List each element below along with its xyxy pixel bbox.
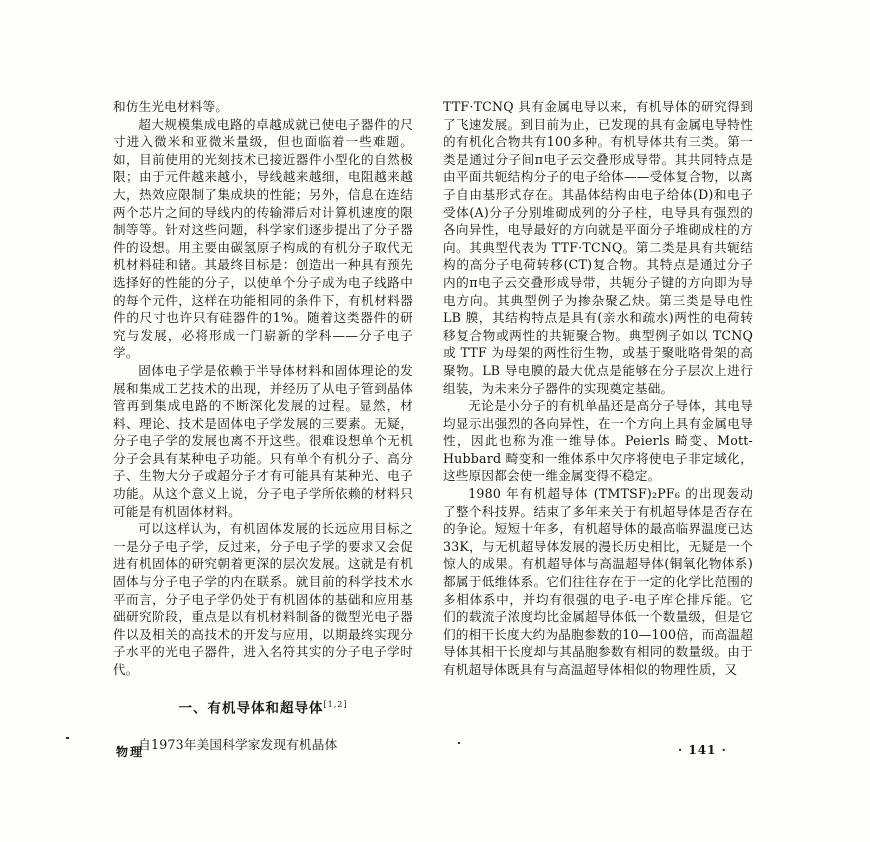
left-paragraph-2: 超大规模集成电路的卓越成就已使电子器件的尺寸进入微米和亚微米量级，但也面临着一些难题。如，目前使用的光刻技术已接近器件小型化的自然极限；由于元件越来越小，导线越来越细，电阻越来越大，热效应限制了集成块的性能；另外，信息在连结两个芯片之间的导线内的传输滞后对计算机速度的限制等等。针对这些问题，科学家们逐步提出了分子器件的设想。用主要由碳氢原子构成的有机分子取代无机材料硅和锗。其最终目标是：创造出一种具有预先选择好的性能的分子，以使单个分子成为电子线路中的每个元件，这样在功能相同的条件下，有机材料器件的尺寸也许只有硅器件的1%。随着这类器件的研究与发展，必将形成一门崭新的学科——分子电子学。 [113,116,413,361]
section-heading-reference: [1,2] [323,699,348,709]
scan-speck [66,737,69,739]
right-paragraph-1: TTF·TCNQ 具有金属电导以来，有机导体的研究得到了飞速发展。到目前为止，已发现的具有金属电导特性的有机化合物共有100多种。有机导体共有三类。第一类是通过分子间π电子云交叠形成导带。其共同特点是由平面共轭结构分子的电子给体——受体复合物，以离子自由基形式存在。其晶体结构由电子给体(D)和电子受体(A)分子分别堆砌成列的分子柱，电导具有强烈的各向异性，电导最好的方向就是平面分子堆砌成柱的方向。其典型代表为 TTF·TCNQ。第二类是具有共轭结构的高分子电荷转移(CT)复合物。其特点是通过分子内的π电子云交叠形成导带，共轭分子键的方向即为导电方向。其典型例子为掺杂聚乙炔。第三类是导电性 LB 膜，其结构特点是具有(亲水和疏水)两性的电荷转移复合物或两性的共轭聚合物。典型例子如以 TCNQ 或 TTF 为母架的两性衍生物，或基于聚吡咯骨架的高聚物。LB 导电膜的最大优点是能够在分子层次上进行组装，为未来分子器件的实现奠定基础。 [443,99,753,396]
right-column [443,98,753,679]
section-heading-text: 一、有机导体和超导体 [178,700,324,717]
journal-name: 物理 [116,745,145,759]
scan-speck [458,742,460,744]
left-paragraph-5: 自1973年美国科学家发现有机晶体 [138,736,338,752]
left-column [113,98,413,753]
right-paragraph-2: 无论是小分子的有机单晶还是高分子导体，其电导均显示出强烈的各向异性，在一个方向上具有金属电导性，因此也称为准一维导体。Peierls 畸变、Mott-Hubbard 畸变和一维体系中欠序将使电子非定域化，这些原因都会使一维金属变得不稳定。 [443,398,753,484]
right-paragraph-3: 1980 年有机超导体 (TMTSF)₂PF₆ 的出现轰动了整个科技界。结束了多年来关于有机超导体是否存在的争论。短短十年多，有机超导体的最高临界温度已达 33K，与无机超导体发展的漫长历史相比，无疑是一个惊人的成果。有机超导体与高温超导体(铜氧化物体系)都属于低维体系。它们往往存在于一定的化学比范围的多相体系中，并均有很强的电子-电子库仑排斥能。它们的载流子浓度均比金属超导体低一个数量级，但是它们的相干长度大约为晶胞参数的10—100倍，而高温超导体其相干长度却与其晶胞参数有相同的数量级。由于有机超导体既具有与高温超导体相似的物理性质，又 [443,486,753,677]
section-heading [113,696,413,718]
left-paragraph-3: 固体电子学是依赖于半导体材料和固体理论的发展和集成工艺技术的出现，并经历了从电子管到晶体管再到集成电路的不断深化发展的过程。显然，材料、理论、技术是固体电子学发展的三要素。无疑，分子电子学的发展也离不开这些。很难设想单个无机分子会具有某种电子功能。只有单个有机分子、高分子、生物大分子或超分子才有可能具有某种光、电子功能。从这个意义上说，分子电子学所依赖的材料只可能是有机固体材料。 [113,362,413,519]
left-paragraph-4: 可以这样认为，有机固体发展的长远应用目标之一是分子电子学，反过来，分子电子学的要求又会促进有机固体的研究朝着更深的层次发展。这就是有机固体与分子电子学的内在联系。就目前的科学技术水平而言，分子电子学仍处于有机固体的基础和应用基础研究阶段，重点是以有机材料制备的微型光电子器件以及相关的高技术的开发与应用，以期最终实现分子水平的光电子器件，进入名符其实的分子电子学时代。 [113,521,413,677]
left-paragraph-1: 和仿生光电材料等。 [113,99,229,114]
page-number: · 141 · [678,743,727,757]
